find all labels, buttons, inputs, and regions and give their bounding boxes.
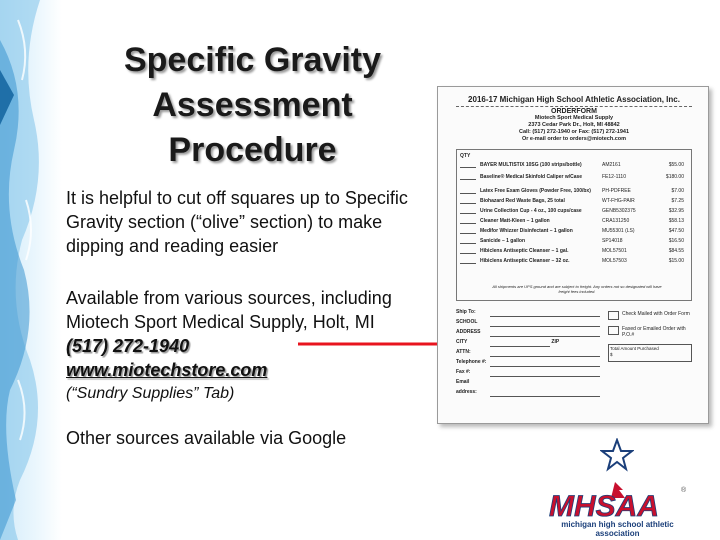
form-item-row: Sanicide – 1 gallon SP14018 $16.50 xyxy=(460,238,688,244)
form-item-row: Biohazard Red Waste Bags, 25 total WT-FHG-PAIR $7.25 xyxy=(460,198,688,204)
svg-text:®: ® xyxy=(681,487,687,494)
form-item-row: Baseline® Medical Skinfold Caliper w/Case FE12-1110 $180.00 xyxy=(460,174,688,180)
form-email: Or e-mail order to orders@miotech.com xyxy=(521,136,627,142)
water-splash-graphic xyxy=(0,0,62,540)
order-form-image xyxy=(437,86,709,424)
form-ship-section: Ship To: SCHOOL ADDRESS CITY ZIP ATTN: Telephone #: Fax #: Email address: Check Mailed with Order Form Faxed or Emailed Order with P.O.# Total Amount Purchased $ xyxy=(456,307,692,397)
star-icon xyxy=(600,438,634,472)
decorative-side-strip xyxy=(0,0,62,540)
form-item-row: Hibiclens Antiseptic Cleanser – 32 oz. MOL57503 $15.00 xyxy=(460,258,688,264)
form-checkboxes: Check Mailed with Order Form Faxed or Emailed Order with P.O.# Total Amount Purchased $ xyxy=(608,311,692,362)
title-line-2: Assessment xyxy=(152,86,353,124)
form-item-row: Hibiclens Antiseptic Cleanser – 1 gal. MOL57501 $84.55 xyxy=(460,248,688,254)
phone-number: (517) 272-1940 xyxy=(66,336,190,356)
form-items-box xyxy=(456,149,692,301)
logo-subtitle: michigan high school athletic association xyxy=(561,520,674,538)
form-header: 2016-17 Michigan High School Athletic Association, Inc. xyxy=(468,95,680,104)
form-item-row: Urine Collection Cup - 4 oz., 100 cups/case GENB5302375 $32.95 xyxy=(460,208,688,214)
form-address: 2373 Cedar Park Dr., Holt, MI 48842 xyxy=(528,122,620,128)
title-line-1: Specific Gravity xyxy=(123,41,381,79)
form-contact: Call: (517) 272-1940 or Fax: (517) 272-1941 xyxy=(518,129,630,135)
form-item-row: Medifor Whizzer Disinfectant – 1 gallon MU55301 (LS) $47.50 xyxy=(460,228,688,234)
form-shipping-note: All shipments are UPS ground and are subject to freight. Any orders not so designated will have freight fees included. xyxy=(492,284,662,294)
form-company: Miotech Sport Medical Supply xyxy=(534,115,614,121)
sundry-note: (“Sundry Supplies” Tab) xyxy=(66,385,235,402)
sources-intro: Available from various sources, including Miotech Sport Medical Supply, Holt, MI xyxy=(66,288,392,332)
website-link[interactable]: www.miotechstore.com xyxy=(66,360,268,380)
slide-title xyxy=(95,38,410,173)
form-subheader: ORDERFORM xyxy=(456,106,692,115)
qty-label: QTY xyxy=(460,153,471,159)
form-item-row: Cleaner Matt-Kleen – 1 gallon CRA131250 $58.13 xyxy=(460,218,688,224)
form-item-row: Latex Free Exam Gloves (Powder Free, 100/bx) PH-PDFREE $7.00 xyxy=(460,188,688,194)
paragraph-google: Other sources available via Google xyxy=(66,428,347,448)
red-arrow xyxy=(298,336,458,352)
paragraph-cut-squares: It is helpful to cut off squares up to Specific Gravity section (“olive” section) to make dipping and reading easier xyxy=(66,188,408,256)
logo-text: MHSAA xyxy=(549,490,659,523)
title-line-3: Procedure xyxy=(168,131,337,169)
form-item-row: BAYER MULTISTIX 10SG (100 strips/bottle) AM2161 $55.00 xyxy=(460,162,688,168)
